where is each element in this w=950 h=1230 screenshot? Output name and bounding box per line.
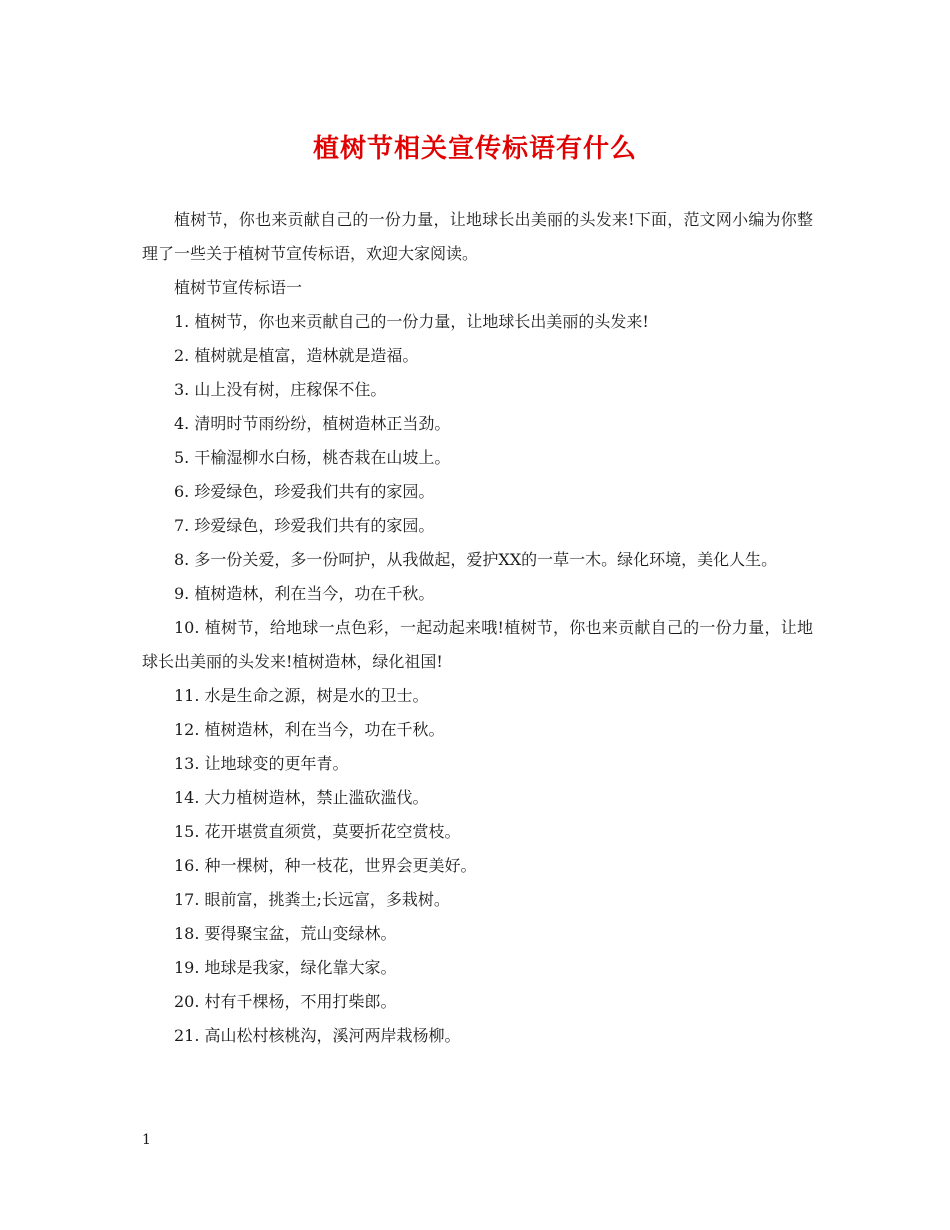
page-number: 1 [142,1132,151,1148]
slogan-item-16: 16. 种一棵树，种一枝花，世界会更美好。 [174,856,477,875]
slogan-item-5: 5. 干榆湿柳水白杨，桃杏栽在山坡上。 [174,448,451,467]
slogan-item-15: 15. 花开堪赏直须赏，莫要折花空赏枝。 [174,822,461,841]
slogan-item-10: 10. 植树节，给地球一点色彩，一起动起来哦!植树节，你也来贡献自己的一份力量，让地球长出美丽的头发来!植树造林，绿化祖国! [142,618,813,671]
slogan-item-6: 6. 珍爱绿色，珍爱我们共有的家园。 [174,482,435,501]
slogan-item-11: 11. 水是生命之源，树是水的卫士。 [174,686,429,705]
slogan-item-17: 17. 眼前富，挑粪土;长远富，多栽树。 [174,890,450,909]
slogan-item-4: 4. 清明时节雨纷纷，植树造林正当劲。 [174,414,451,433]
slogan-item-12: 12. 植树造林，利在当今，功在千秋。 [174,720,445,739]
document-title: 植树节相关宣传标语有什么 [312,134,637,164]
slogan-item-7: 7. 珍爱绿色，珍爱我们共有的家园。 [174,516,435,535]
section-heading: 植树节宣传标语一 [174,278,303,297]
slogan-item-1: 1. 植树节，你也来贡献自己的一份力量，让地球长出美丽的头发来! [174,312,649,331]
slogan-item-18: 18. 要得聚宝盆，荒山变绿林。 [174,924,397,943]
slogan-item-14: 14. 大力植树造林，禁止滥砍滥伐。 [174,788,429,807]
slogan-item-9: 9. 植树造林，利在当今，功在千秋。 [174,584,435,603]
document-body [142,203,813,1053]
slogan-item-21: 21. 高山松村核桃沟，溪河两岸栽杨柳。 [174,1026,461,1045]
intro-paragraph: 植树节，你也来贡献自己的一份力量，让地球长出美丽的头发来!下面，范文网小编为你整理了一些关于植树节宣传标语，欢迎大家阅读。 [142,210,813,263]
slogan-item-13: 13. 让地球变的更年青。 [174,754,349,773]
slogan-item-20: 20. 村有千棵杨，不用打柴郎。 [174,992,397,1011]
slogan-item-2: 2. 植树就是植富，造林就是造福。 [174,346,419,365]
slogan-item-3: 3. 山上没有树，庄稼保不住。 [174,380,387,399]
slogan-item-8: 8. 多一份关爱，多一份呵护，从我做起，爱护XX的一草一木。绿化环境，美化人生。 [174,550,778,569]
slogan-item-19: 19. 地球是我家，绿化靠大家。 [174,958,397,977]
